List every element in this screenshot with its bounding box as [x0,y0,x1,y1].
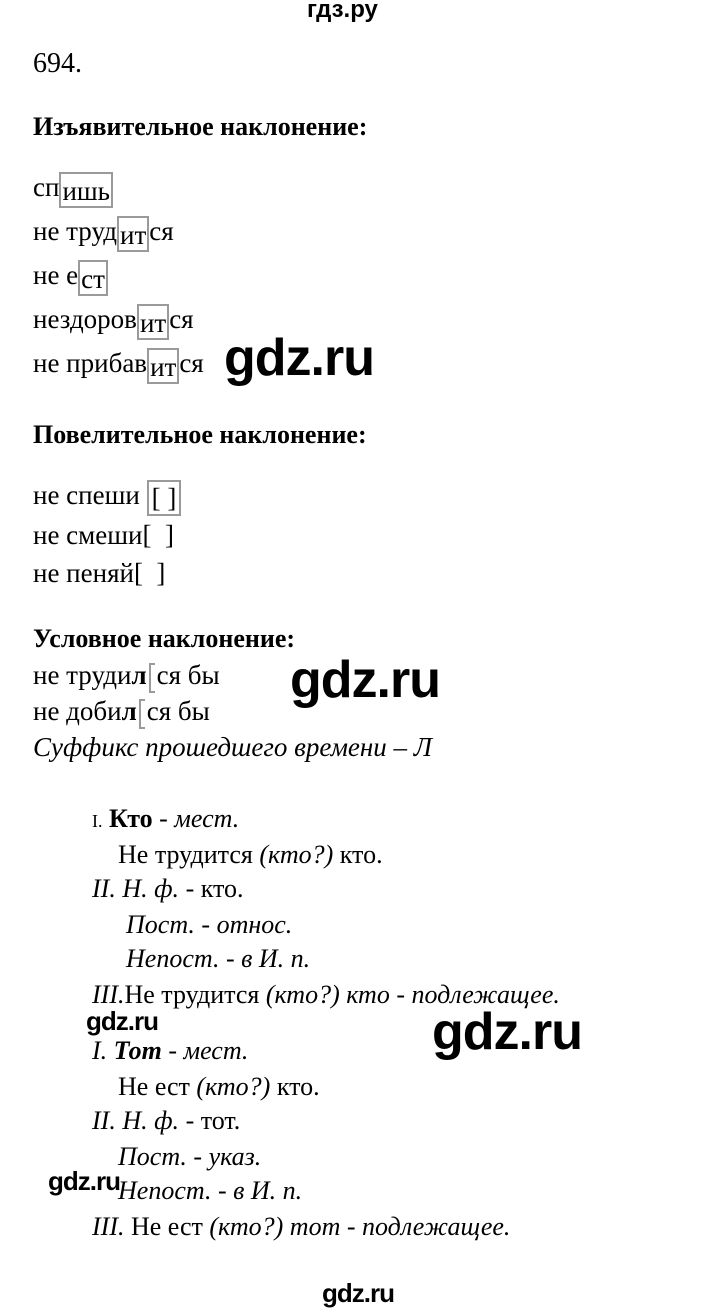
watermark: gdz.ru [322,1278,394,1308]
question: (кто?) [196,1072,271,1101]
question: (кто?) [259,840,334,869]
analysis-line [92,874,244,904]
watermark: gdz.ru [432,1003,582,1061]
sentence: Не трудится [124,980,266,1009]
word-rest: ся [149,216,174,247]
suffix: л [131,660,147,690]
imperative-line [33,558,165,589]
analysis-number: I. [92,811,103,831]
indicative-line [33,172,113,208]
analysis-line: Пост. - указ. [118,1142,262,1171]
analysis-number: I. [92,1036,108,1065]
ending-box: ит [117,216,149,252]
watermark: gdz.ru [224,329,374,387]
conditional-line [33,696,210,729]
sentence: Не ест [124,1212,210,1241]
imperative-line [33,520,174,551]
section-label: II. Н. ф. [92,1106,180,1135]
part-of-speech: - мест. [161,1036,249,1065]
initial-form: - тот. [179,1106,241,1135]
zero-ending: [ ] [133,558,166,588]
indicative-line [33,348,204,384]
word-rest: ся бы [146,696,210,726]
word-stem: не труд [33,216,117,247]
conditional-heading: Условное наклонение: [33,624,296,653]
analysis-line [92,1212,510,1242]
word-stem: не прибав [33,348,148,379]
zero-ending-box [149,663,155,693]
indicative-line [33,304,194,340]
section-label: III. [92,980,125,1009]
analysis-line [118,1072,320,1102]
analysis-line [92,804,239,834]
zero-ending-box [139,699,145,729]
analysis-line: Пост. - относ. [126,910,293,939]
sentence-end: кто. [333,840,383,869]
section-label: II. Н. ф. [92,874,180,903]
syntax-role: (кто?) тот - подлежащее. [209,1212,511,1241]
ending-box: ст [78,260,108,296]
syntax-role: (кто?) кто - подлежащее. [265,980,560,1009]
indicative-line [33,260,108,296]
watermark: gdz.ru [86,1006,158,1036]
ending-box: ит [137,304,169,340]
zero-ending-box: [ ] [147,480,182,516]
imperative-word: не пеняй [33,558,134,588]
conditional-line [33,660,220,693]
word-stem: не труди [33,660,132,690]
word-stem: не доби [33,696,122,726]
imperative-word: не смеши [33,520,143,550]
sentence: Не трудится [118,840,260,869]
watermark: gdz.ru [48,1166,120,1196]
word-stem: не е [33,260,79,291]
imperative-line [33,480,181,516]
section-label: III. [92,1212,125,1241]
zero-ending: [ ] [142,520,174,550]
suffix: л [121,696,137,726]
indicative-heading: Изъявительное наклонение: [33,112,368,141]
word-rest: ся бы [156,660,220,690]
sentence-end: кто. [270,1072,320,1101]
watermark: gdz.ru [290,651,440,709]
imperative-heading: Повелительное наклонение: [33,420,367,449]
analysis-line: Непост. - в И. п. [126,944,311,973]
exercise-number: 694. [33,48,82,79]
sentence: Не ест [118,1072,197,1101]
indicative-line [33,216,174,252]
analysis-line [92,1106,240,1136]
part-of-speech: - мест. [152,804,240,833]
ending-box: ит [147,348,179,384]
imperative-word: не спеши [33,480,140,511]
word-stem: сп [33,172,60,203]
analysis-line: Непост. - в И. п. [118,1176,303,1205]
site-header: гдз.ру [307,0,378,23]
word-rest: ся [179,348,204,379]
analysis-line [118,840,383,870]
ending-box: ишь [59,172,113,208]
suffix-note: Суффикс прошедшего времени – Л [33,732,433,762]
initial-form: - кто. [179,874,244,903]
word-stem: нездоров [33,304,137,335]
analysis-word: Тот [113,1036,162,1065]
analysis-word: Кто [109,804,153,833]
analysis-line [92,1036,248,1066]
word-rest: ся [169,304,194,335]
